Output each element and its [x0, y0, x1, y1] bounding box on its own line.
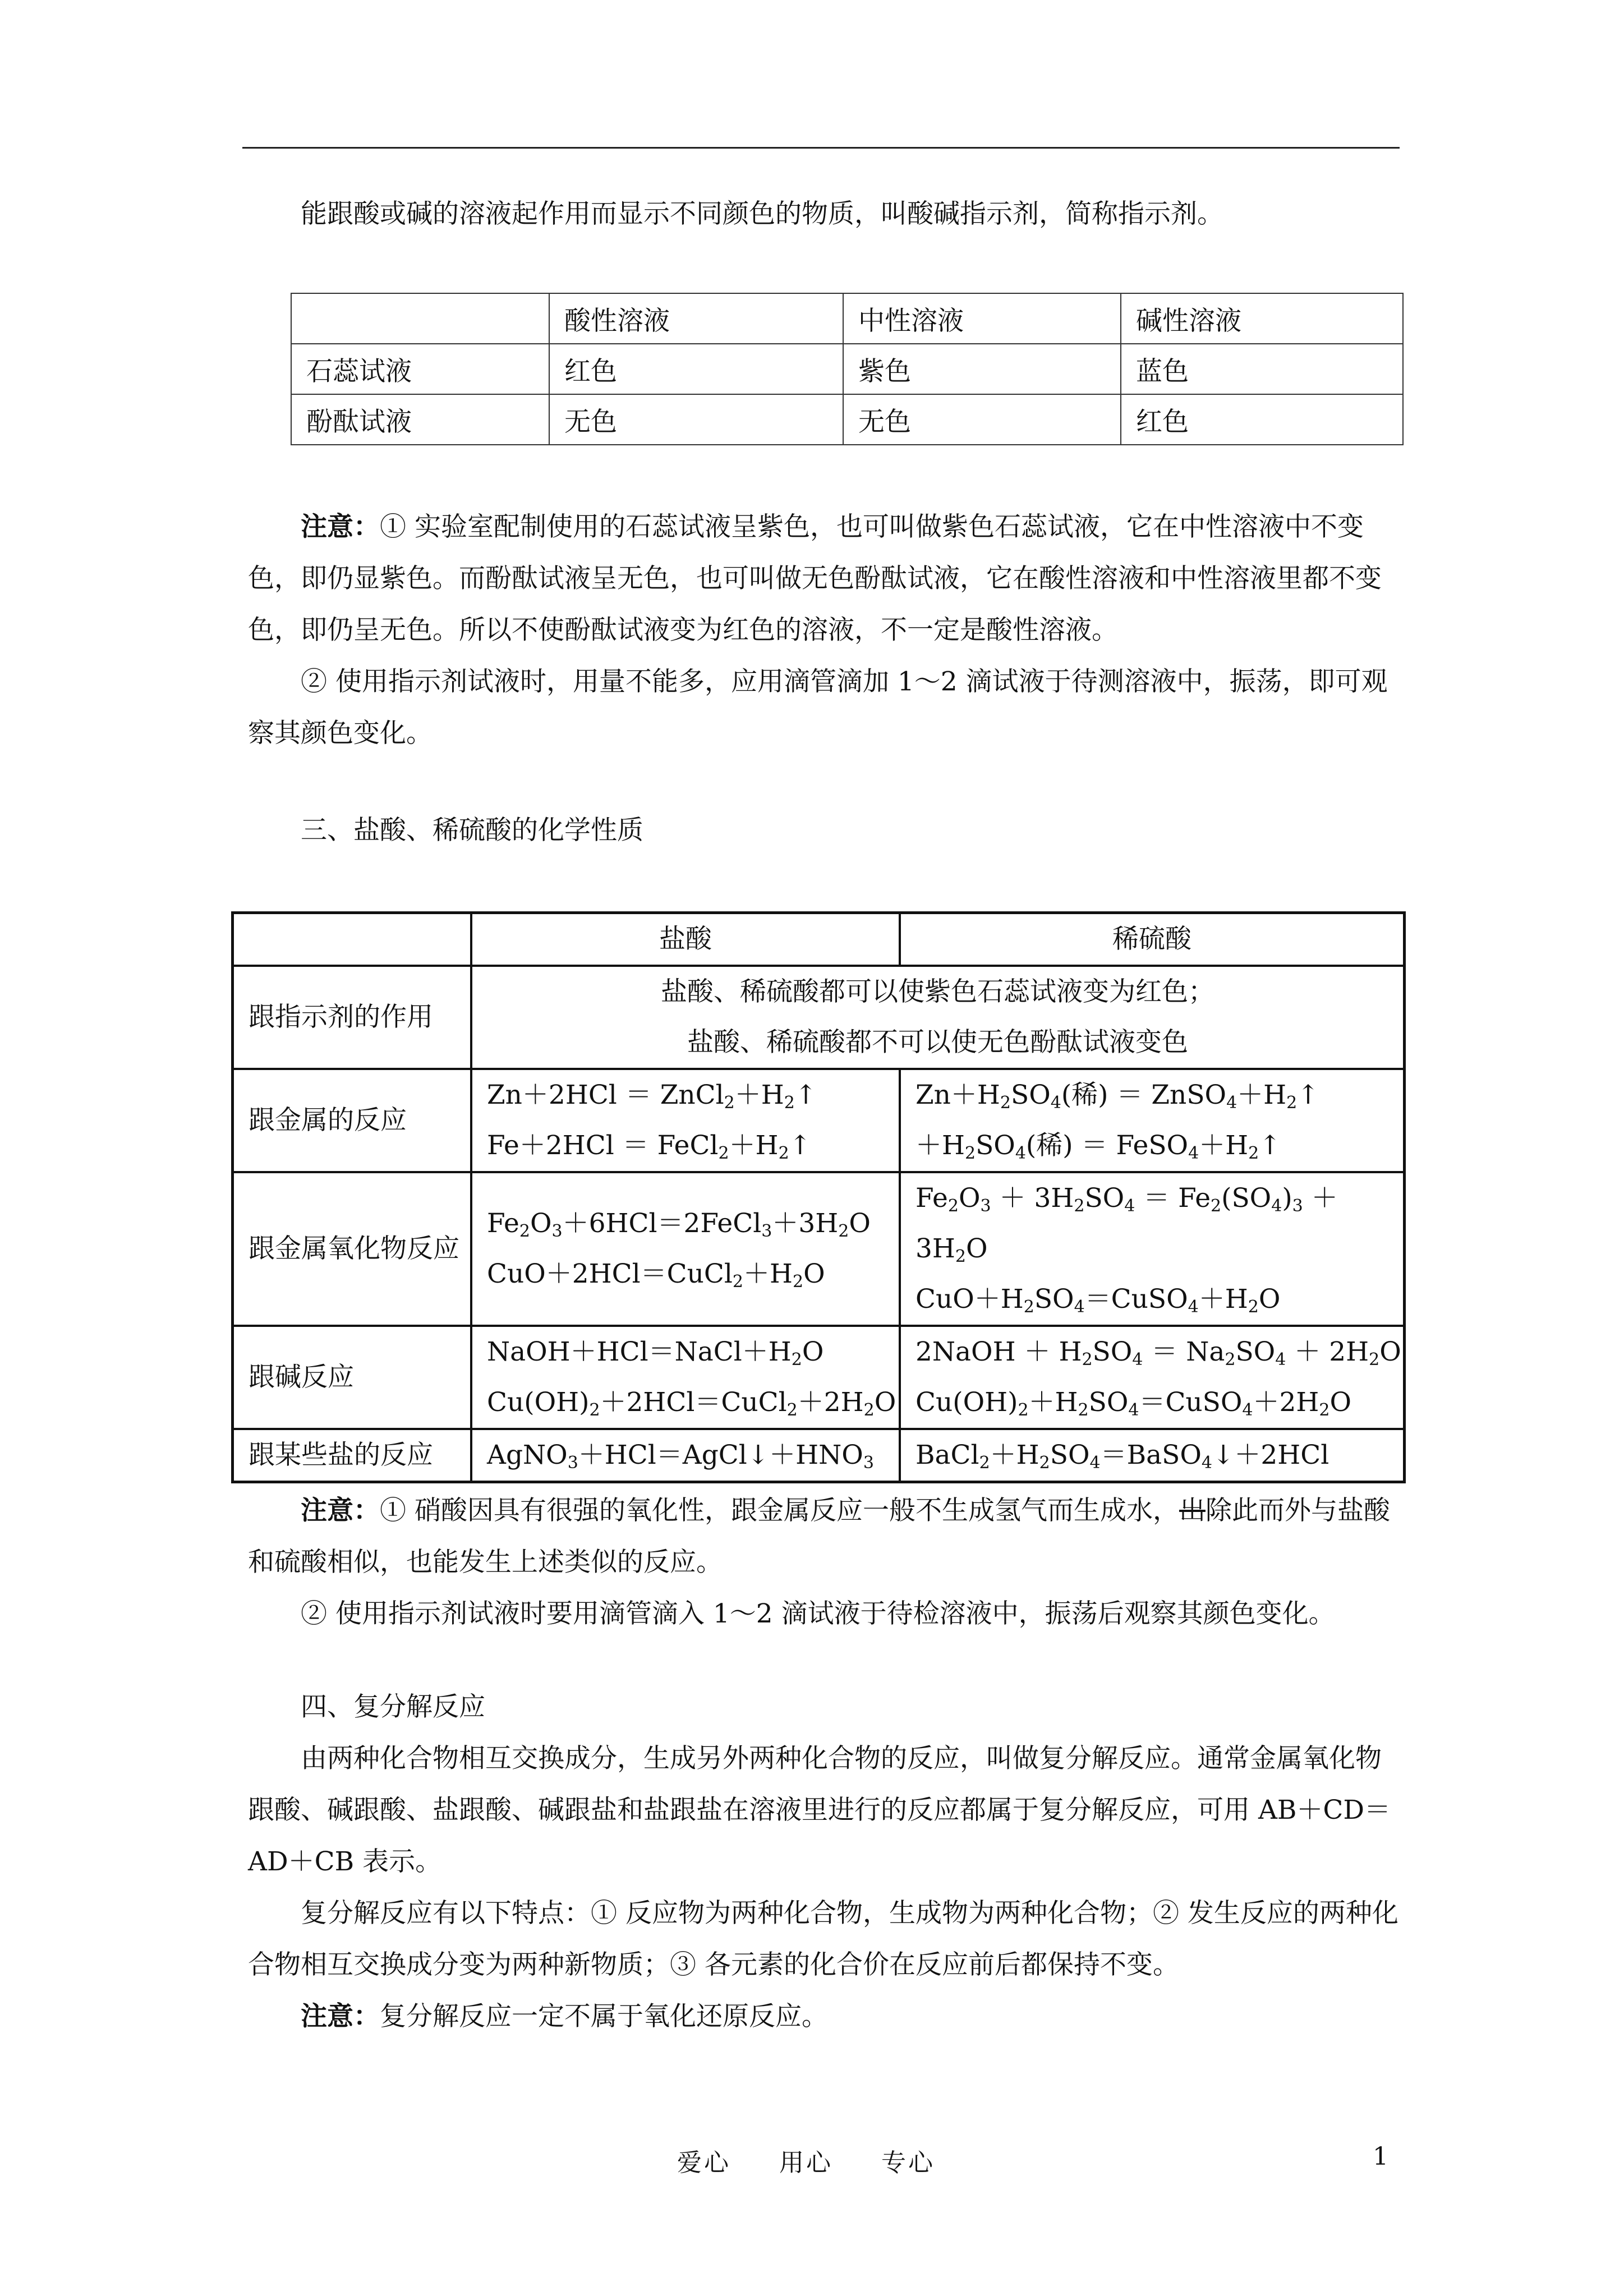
section4-note: 注意：复分解反应一定不属于氧化还原反应。 [301, 2001, 828, 2032]
section4-title: 四、复分解反应 [301, 1691, 485, 1722]
section4-paragraph-1: 由两种化合物相互交换成分，生成另外两种化合物的反应，叫做复分解反应。通常金属氧化物跟酸、碱跟酸、盐跟酸、碱跟盐和盐跟盐在溶液里进行的反应都属于复分解反应，可用 AB＋CD＝AD＋CB 表示。 [248, 1743, 1391, 1877]
table-row: 跟指示剂的作用 盐酸、稀硫酸都可以使紫色石蕊试液变为红色； 盐酸、稀硫酸都不可以使无色酚酞试液变色 [233, 966, 1405, 1069]
hcl-oxide-equations: $Fe_2O_3+6HCl=2FeCl_3+3H_2O$ $CuO+2HCl=CuCl_2+H_2O$ [471, 1172, 900, 1326]
note1-paragraph-1: 注意：① 实验室配制使用的石蕊试液呈紫色，也可叫做紫色石蕊试液，它在中性溶液中不变色，即仍显紫色。而酚酞试液呈无色，也可叫做无色酚酞试液，它在酸性溶液和中性溶液里都不变色，即仍呈无色。所以不使酚酞试液变为红色的溶液，不一定是酸性溶液。 [248, 511, 1382, 646]
hcl-metal-equations: $Zn+2HCl = ZnCl_2+H_2↑$ $Fe+2HCl = FeCl_2+H_2↑$ [471, 1069, 900, 1172]
table-row: 跟某些盐的反应 $AgNO_3+HCl=AgCl↓+HNO_3$ $BaCl_2+H_2SO_4=BaSO_4↓+2HCl$ [233, 1429, 1405, 1482]
table-header-row: 盐酸 稀硫酸 [233, 913, 1405, 966]
note1-block [248, 501, 1401, 759]
hcl-base-equations: $NaOH+HCl=NaCl+H_2O$ $Cu(OH)_2+2HCl=CuCl_2+2H_2O$ [471, 1326, 900, 1429]
page-number: 1 [1373, 2142, 1388, 2171]
h2so4-oxide-equations: $Fe_2O_3 + 3H_2SO_4 = Fe_2(SO_4)_3 + 3H_2O$ $CuO+H_2SO_4=CuSO_4+H_2O$ [900, 1172, 1405, 1326]
section4-block [248, 1681, 1401, 2043]
header-rule [242, 147, 1400, 149]
h2so4-base-equations: 2NaOH ＋ $H_2SO_4 = Na_2SO_4 + 2H_2O$ $Cu(OH)_2+H_2SO_4=CuSO_4+2H_2O$ [900, 1326, 1405, 1429]
table-header-row: 酸性溶液 中性溶液 碱性溶液 [291, 293, 1403, 344]
note2-paragraph-2: ② 使用指示剂试液时要用滴管滴入 1～2 滴试液于待检溶液中，振荡后观察其颜色变化。 [301, 1598, 1335, 1629]
table-row: 跟金属的反应 $Zn+2HCl = ZnCl_2+H_2↑$ $Fe+2HCl = FeCl_2+H_2↑$ $Zn+H_2SO_4$(稀) ＝ $ZnSO_4+H_2↑$ $+H_2SO_4$(稀) ＝ $FeSO_4+H_2↑$ [233, 1069, 1405, 1172]
h2so4-salt-equation: $BaCl_2+H_2SO_4=BaSO_4↓+2HCl$ [900, 1429, 1405, 1482]
table-row: 石蕊试液 红色 紫色 蓝色 [291, 344, 1403, 394]
acid-table [231, 911, 1406, 1483]
hcl-salt-equation: $AgNO_3+HCl=AgCl↓+HNO_3$ [471, 1429, 900, 1482]
footer-text: 爱心 用心 专心 [677, 2149, 935, 2177]
note2-block [248, 1485, 1401, 1640]
indicator-table [291, 293, 1404, 445]
section3-title-block [248, 805, 1401, 856]
table-row: 跟金属氧化物反应 $Fe_2O_3+6HCl=2FeCl_3+3H_2O$ $CuO+2HCl=CuCl_2+H_2O$ $Fe_2O_3 + 3H_2SO_4 = Fe_2(SO_4)_3 + 3H_2O$ $CuO+H_2SO_4=CuSO_4+H_2O$ [233, 1172, 1405, 1326]
note1-paragraph-2: ② 使用指示剂试液时，用量不能多，应用滴管滴加 1～2 滴试液于待测溶液中，振荡，即可观察其颜色变化。 [248, 666, 1388, 749]
table-row: 酚酞试液 无色 无色 红色 [291, 394, 1403, 445]
section4-paragraph-2: 复分解反应有以下特点：① 反应物为两种化合物，生成物为两种化合物；② 发生反应的两种化合物相互交换成分变为两种新物质；③ 各元素的化合价在反应前后都保持不变。 [248, 1898, 1398, 1980]
table-row: 跟碱反应 $NaOH+HCl=NaCl+H_2O$ $Cu(OH)_2+2HCl=CuCl_2+2H_2O$ 2NaOH ＋ $H_2SO_4 = Na_2SO_4 + 2H_2O$ $Cu(OH)_2+H_2SO_4=CuSO_4+2H_2O$ [233, 1326, 1405, 1429]
h2so4-metal-equations: $Zn+H_2SO_4$(稀) ＝ $ZnSO_4+H_2↑$ $+H_2SO_4$(稀) ＝ $FeSO_4+H_2↑$ [900, 1069, 1405, 1172]
intro-paragraph: 能跟酸或碱的溶液起作用而显示不同颜色的物质，叫酸碱指示剂，简称指示剂。 [301, 199, 1223, 229]
note2-paragraph-1: 注意：① 硝酸因具有很强的氧化性，跟金属反应一般不生成氢气而生成水，出除此而外与盐酸和硫酸相似，也能发生上述类似的反应。 [248, 1495, 1390, 1578]
section3-title: 三、盐酸、稀硫酸的化学性质 [301, 815, 643, 846]
